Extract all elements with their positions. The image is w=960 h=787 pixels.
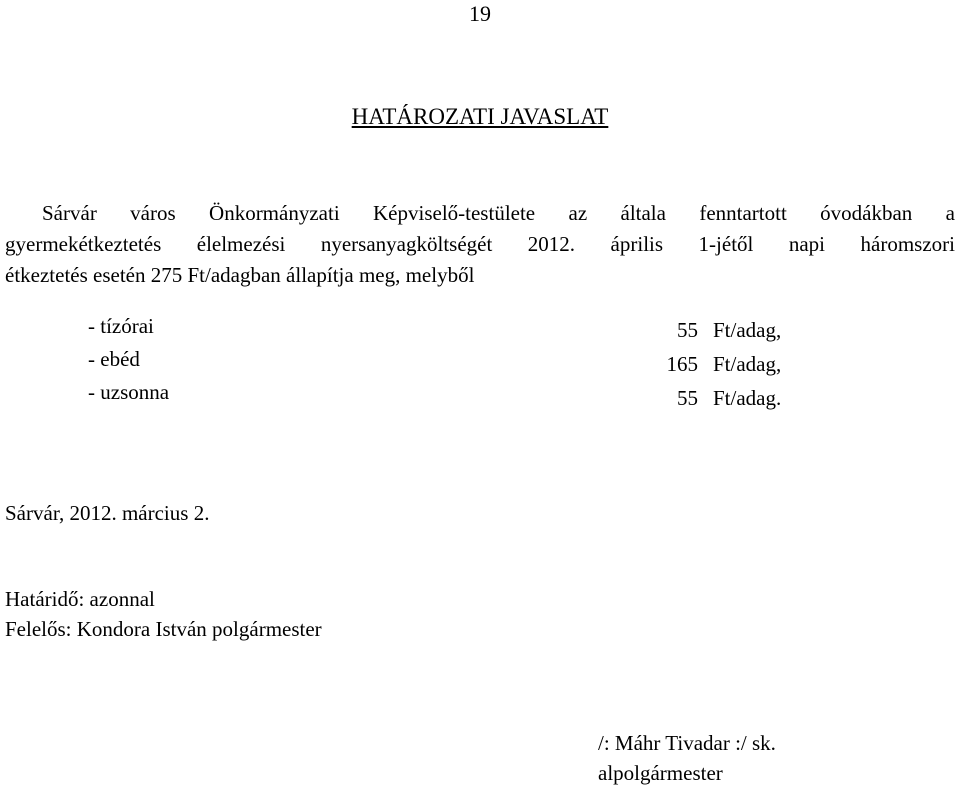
meal-label-tizorai: - tízórai	[88, 314, 154, 338]
page-number: 19	[469, 1, 491, 26]
meal-label-ebed: - ebéd	[88, 347, 140, 371]
paragraph-line: étkeztetés esetén 275 Ft/adagban állapítja meg, melyből	[5, 263, 475, 287]
meal-unit-tizorai: Ft/adag,	[713, 318, 782, 342]
paragraph-line: Sárvár város Önkormányzati Képviselő-testülete az általa fenntartott óvodákban a	[42, 201, 955, 225]
meal-label-uzsonna: - uzsonna	[88, 380, 170, 404]
signature-title: alpolgármester	[598, 761, 723, 785]
meal-unit-ebed: Ft/adag,	[713, 352, 782, 376]
place-and-date: Sárvár, 2012. március 2.	[5, 501, 210, 525]
paragraph-line: gyermekétkeztetés élelmezési nyersanyagköltségét 2012. április 1-jétől napi háromszori	[5, 232, 955, 256]
meal-unit-uzsonna: Ft/adag.	[713, 386, 782, 410]
meal-amount-uzsonna: 55	[677, 386, 698, 410]
meal-amount-tizorai: 55	[677, 318, 698, 342]
signature-name: /: Máhr Tivadar :/ sk.	[598, 731, 776, 755]
resolution-paragraph	[5, 198, 955, 291]
deadline-line: Határidő: azonnal	[5, 587, 155, 611]
responsible-line: Felelős: Kondora István polgármester	[5, 617, 322, 641]
document-title: HATÁROZATI JAVASLAT	[351, 104, 609, 129]
meal-amount-ebed: 165	[666, 352, 698, 376]
